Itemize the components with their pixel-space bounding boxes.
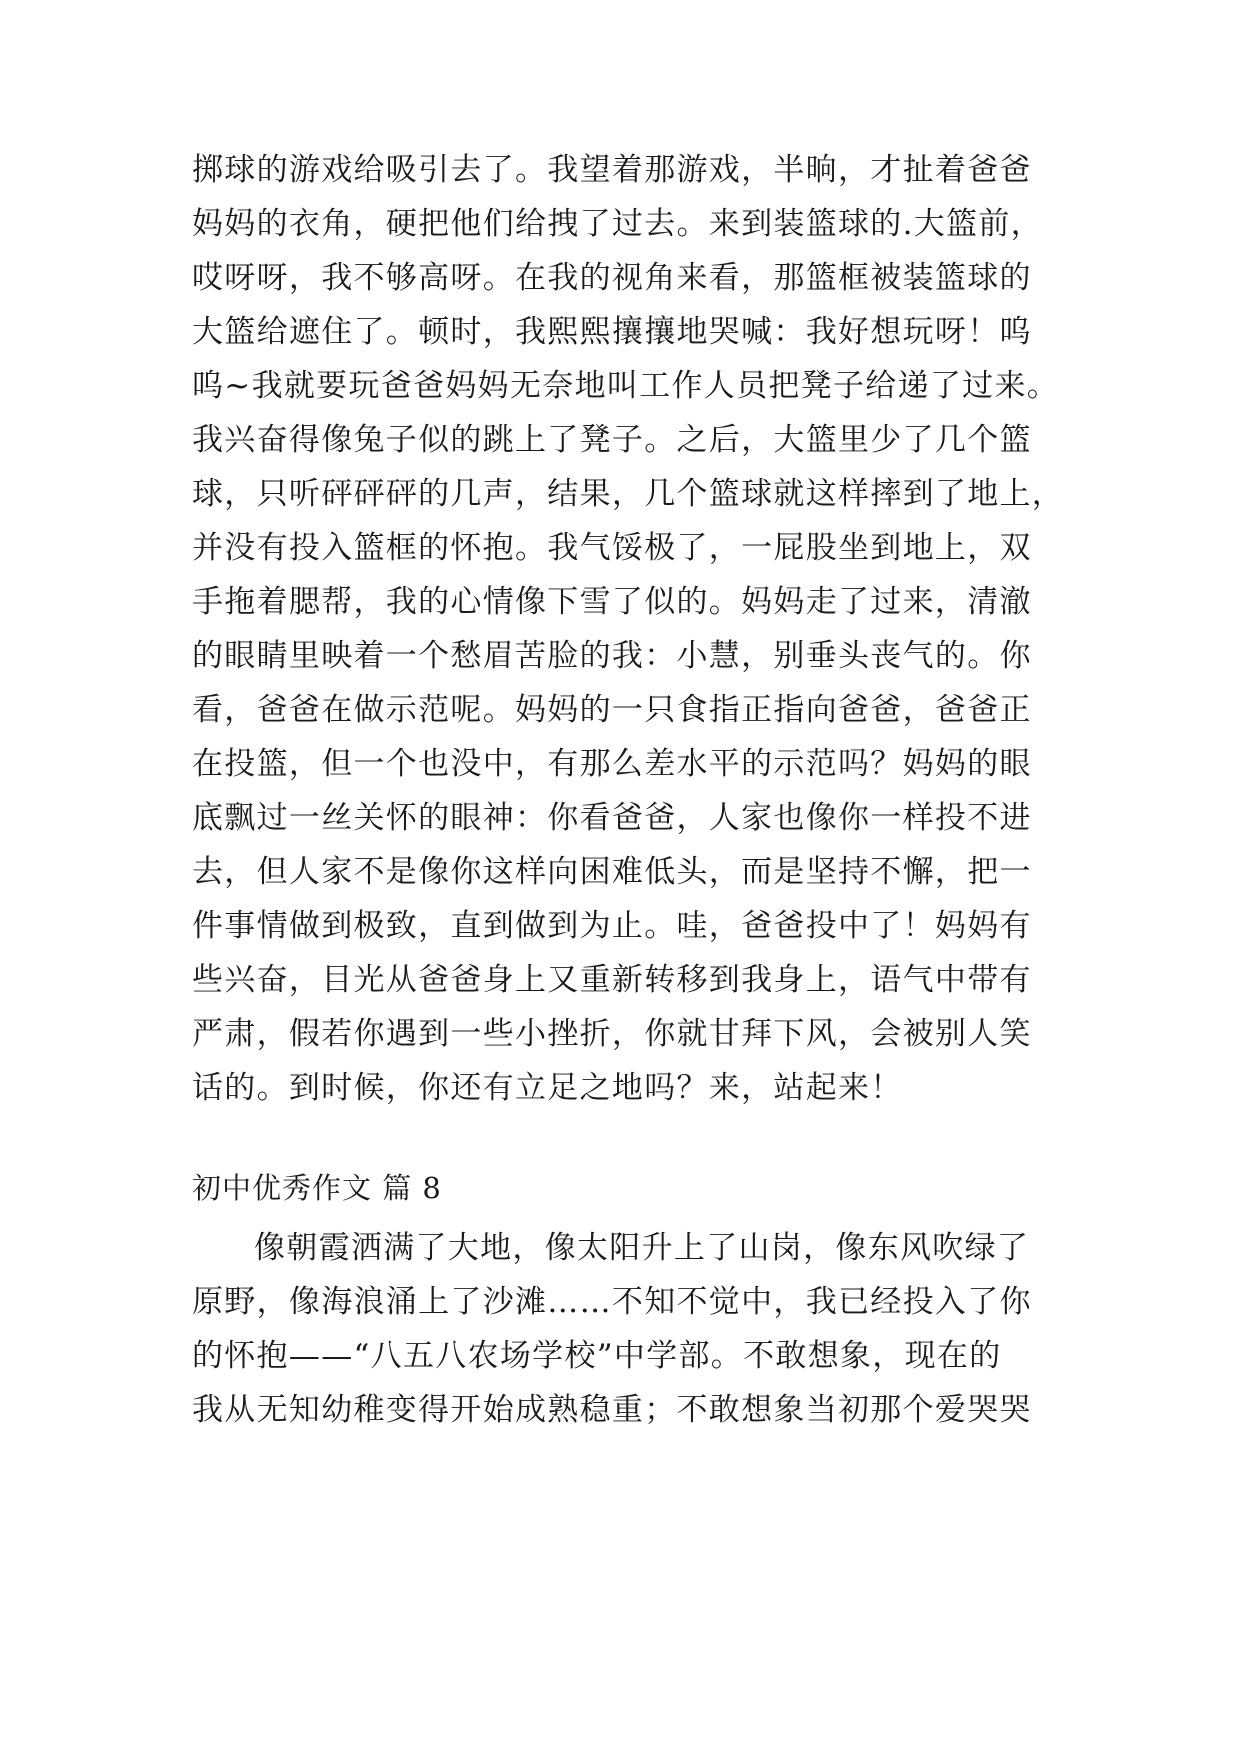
paragraph-line: 并没有投入篮框的怀抱。我气馁极了，一屁股坐到地上，双 bbox=[192, 530, 1032, 566]
paragraph-line: 话的。到时候，你还有立足之地吗？来，站起来！ bbox=[192, 1070, 903, 1106]
paragraph-line: 在投篮，但一个也没中，有那么差水平的示范吗？妈妈的眼 bbox=[192, 746, 1032, 782]
paragraph-line: 些兴奋，目光从爸爸身上又重新转移到我身上，语气中带有 bbox=[192, 962, 1032, 998]
paragraph-line: 看，爸爸在做示范呢。妈妈的一只食指正指向爸爸，爸爸正 bbox=[192, 692, 1032, 728]
paragraph-line: 我兴奋得像兔子似的跳上了凳子。之后，大篮里少了几个篮 bbox=[192, 422, 1032, 458]
paragraph-line: 大篮给遮住了。顿时，我熙熙攘攘地哭喊：我好想玩呀！呜 bbox=[192, 314, 1032, 350]
paragraph-line: 掷球的游戏给吸引去了。我望着那游戏，半晌，才扯着爸爸 bbox=[192, 152, 1032, 188]
paragraph-line: 的眼睛里映着一个愁眉苦脸的我：小慧，别垂头丧气的。你 bbox=[192, 638, 1032, 674]
paragraph-line: 呜~我就要玩爸爸妈妈无奈地叫工作人员把凳子给递了过来。 bbox=[192, 368, 1060, 404]
paragraph-line: 原野，像海浪涌上了沙滩……不知不觉中，我已经投入了你 bbox=[192, 1284, 1032, 1320]
paragraph-line: 底飘过一丝关怀的眼神：你看爸爸，人家也像你一样投不进 bbox=[192, 800, 1032, 836]
paragraph-line: 严肃，假若你遇到一些小挫折，你就甘拜下风，会被别人笑 bbox=[192, 1016, 1032, 1052]
paragraph-line: 球，只听砰砰砰的几声，结果，几个篮球就这样摔到了地上， bbox=[192, 476, 1065, 512]
paragraph-line: 去，但人家不是像你这样向困难低头，而是坚持不懈，把一 bbox=[192, 854, 1032, 890]
paragraph-line: 我从无知幼稚变得开始成熟稳重；不敢想象当初那个爱哭哭 bbox=[192, 1392, 1032, 1428]
paragraph-line: 妈妈的衣角，硬把他们给拽了过去。来到装篮球的.大篮前， bbox=[192, 206, 1043, 242]
paragraph-line: 哎呀呀，我不够高呀。在我的视角来看，那篮框被装篮球的 bbox=[192, 260, 1032, 296]
section-heading: 初中优秀作文 篇 8 bbox=[192, 1171, 442, 1205]
paragraph-line: 件事情做到极致，直到做到为止。哇，爸爸投中了！妈妈有 bbox=[192, 908, 1032, 944]
paragraph-line: 像朝霞洒满了大地，像太阳升上了山岗，像东风吹绿了 bbox=[254, 1230, 1030, 1266]
paragraph-line: 手拖着腮帮，我的心情像下雪了似的。妈妈走了过来，清澈 bbox=[192, 584, 1032, 620]
paragraph-line: 的怀抱——“八五八农场学校”中学部。不敢想象，现在的 bbox=[192, 1338, 1002, 1374]
